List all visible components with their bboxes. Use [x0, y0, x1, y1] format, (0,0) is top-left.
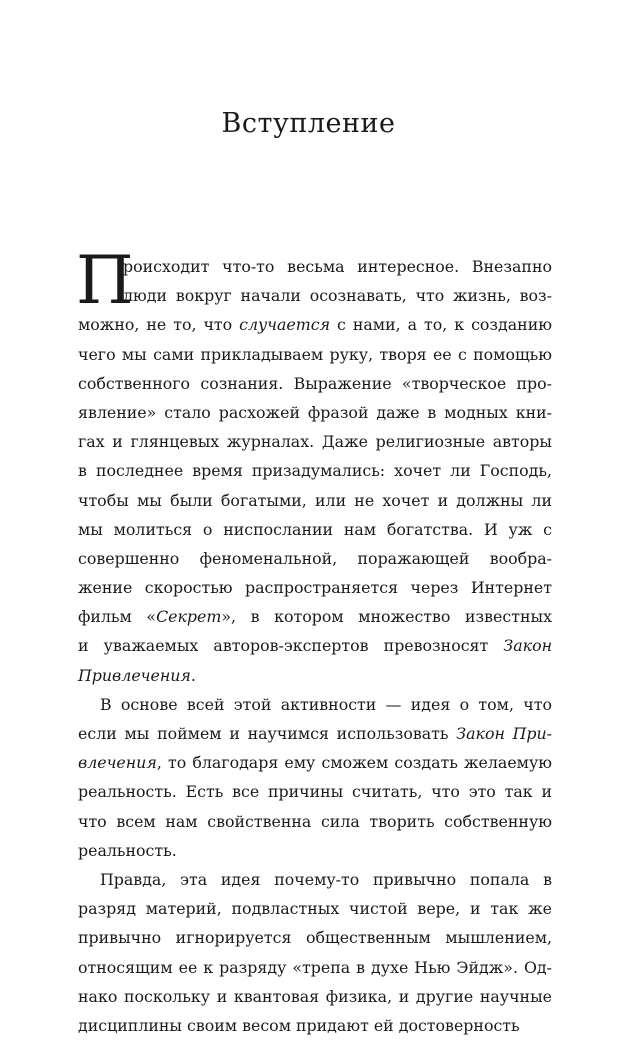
text-line [78, 777, 552, 806]
text-run: фильм « [78, 607, 157, 627]
body-text [76, 242, 553, 1040]
text-run: что всем нам свойственна сила творить собственную [78, 811, 552, 831]
text-run: мы молиться о ниспослании нам богатства. И уж с [78, 519, 552, 539]
text-run: . [190, 665, 196, 685]
drop-cap: П [76, 242, 134, 319]
paragraph [78, 690, 552, 865]
italic-text: случается [239, 315, 331, 335]
italic-text: Закон При- [456, 724, 553, 743]
text-line [78, 281, 552, 310]
paragraph [76, 242, 552, 690]
text-run: Правда, эта идея почему-то привычно попала в [100, 869, 552, 889]
text-run: реальность. Есть все причины считать, что это так и [78, 782, 552, 802]
text-line [78, 807, 552, 836]
text-run: и уважаемых авторов-экспертов превозносят [78, 636, 504, 656]
text-run: чего мы сами прикладываем руку, творя ее с помощью [78, 344, 552, 364]
text-run: нако поскольку и квантовая физика, и другие научные [78, 986, 552, 1006]
text-line [78, 748, 552, 777]
chapter-title: Вступление [221, 108, 396, 139]
text-run: люди вокруг начали осознавать, что жизнь, воз- [123, 286, 552, 306]
text-line [78, 602, 552, 631]
text-run: явление» стало расхожей фразой даже в модных кни- [78, 402, 552, 422]
text-line [78, 631, 552, 660]
text-line [78, 1011, 552, 1040]
text-run: собственного сознания. Выражение «творческое про- [78, 373, 552, 393]
text-run: В основе всей этой активности — идея о том, что [100, 694, 552, 714]
text-run: можно, не то, что [78, 315, 240, 335]
text-line [78, 719, 552, 748]
text-line [78, 369, 552, 398]
text-line [78, 661, 552, 690]
text-line [78, 427, 552, 456]
text-run: совершенно феноменальной, поражающей вообра- [78, 548, 552, 568]
italic-text: влечения [78, 753, 157, 773]
text-line [78, 340, 552, 369]
text-run: , то благодаря ему сможем создать желаемую [156, 753, 552, 773]
text-run: чтобы мы были богатыми, или не хочет и должны ли [78, 490, 552, 510]
text-line [78, 456, 552, 485]
text-line [78, 982, 552, 1011]
text-line [78, 486, 552, 515]
text-run: реальность. [78, 840, 177, 860]
text-line [78, 690, 552, 719]
text-run: жение скоростью распространяется через Интернет [78, 578, 552, 598]
paragraph [78, 865, 552, 1040]
text-run: роисходит что-то весьма интересное. Внезапно [123, 257, 552, 276]
text-run: разряд материй, подвластных чистой вере, и так же [78, 899, 552, 919]
text-line [78, 836, 552, 865]
text-line [78, 894, 552, 923]
text-line [78, 865, 552, 894]
text-line [78, 573, 552, 602]
text-run: », в котором множество известных [221, 607, 552, 627]
text-line [78, 953, 552, 982]
text-line [78, 310, 552, 339]
text-run: гах и глянцевых журналах. Даже религиозные авторы [78, 432, 552, 452]
text-line [78, 515, 552, 544]
text-line [78, 252, 552, 281]
text-run: относящим ее к разряду «трепа в духе Нью Эйдж». Од- [78, 957, 552, 977]
italic-text: Секрет [156, 607, 222, 627]
text-run: дисциплины своим весом придают ей достоверность [78, 1015, 520, 1035]
text-run: в последнее время призадумались: хочет ли Господь, [78, 461, 552, 481]
text-line [78, 544, 552, 573]
text-run: если мы поймем и научимся использовать [78, 724, 457, 743]
text-run: привычно игнорируется общественным мышлением, [78, 928, 552, 948]
italic-text: Привлечения [78, 665, 191, 685]
text-line [78, 398, 552, 427]
italic-text: Закон [503, 636, 552, 656]
text-run: с нами, а то, к созданию [330, 315, 552, 335]
text-line [78, 923, 552, 952]
